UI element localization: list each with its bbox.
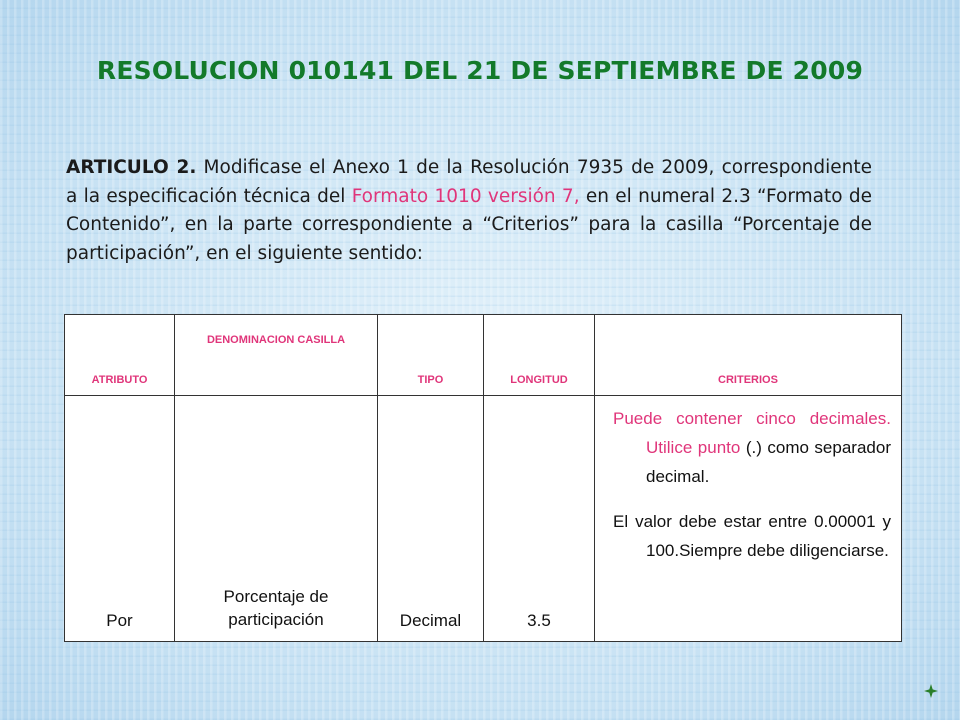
- cell-atributo: Por: [65, 396, 175, 642]
- header-criterios: CRITERIOS: [595, 315, 902, 396]
- cell-criterios: [595, 396, 902, 642]
- criterios-paragraph-1: [613, 404, 891, 491]
- page-title: RESOLUCION 010141 DEL 21 DE SEPTIEMBRE DE 2009: [96, 56, 864, 85]
- article-highlight: Formato 1010 versión 7,: [351, 185, 580, 207]
- header-tipo: TIPO: [378, 315, 484, 396]
- cell-tipo: Decimal: [378, 396, 484, 642]
- criterios-highlight: Puede contener cinco decimales. Utilice punto: [613, 409, 891, 457]
- header-atributo: ATRIBUTO: [65, 315, 175, 396]
- header-longitud: LONGITUD: [484, 315, 595, 396]
- cell-denominacion: Porcentaje de participación: [175, 396, 378, 642]
- table-row: [65, 396, 902, 642]
- criteria-table: [64, 314, 902, 642]
- article-paragraph: [66, 154, 872, 268]
- article-label: ARTICULO 2.: [66, 157, 197, 178]
- star-bullet-icon: [924, 684, 938, 698]
- article-text-2: en el numeral 2.3 “Formato de Contenido”, en la parte correspondiente a “Criterios” para la casilla “Porcentaje de participación”, en el siguiente sentido:: [66, 185, 872, 264]
- article-text-1: Modificase el Anexo 1 de la Resolución 7935 de 2009, correspondiente a la especificación técnica del: [66, 157, 872, 207]
- header-denominacion: DENOMINACION CASILLA: [175, 315, 378, 396]
- cell-longitud: 3.5: [484, 396, 595, 642]
- criterios-text-1: (.) como separador decimal.: [646, 438, 891, 486]
- criterios-paragraph-2: El valor debe estar entre 0.00001 y 100.Siempre debe diligenciarse.: [613, 512, 891, 560]
- table-header-row: [65, 315, 902, 396]
